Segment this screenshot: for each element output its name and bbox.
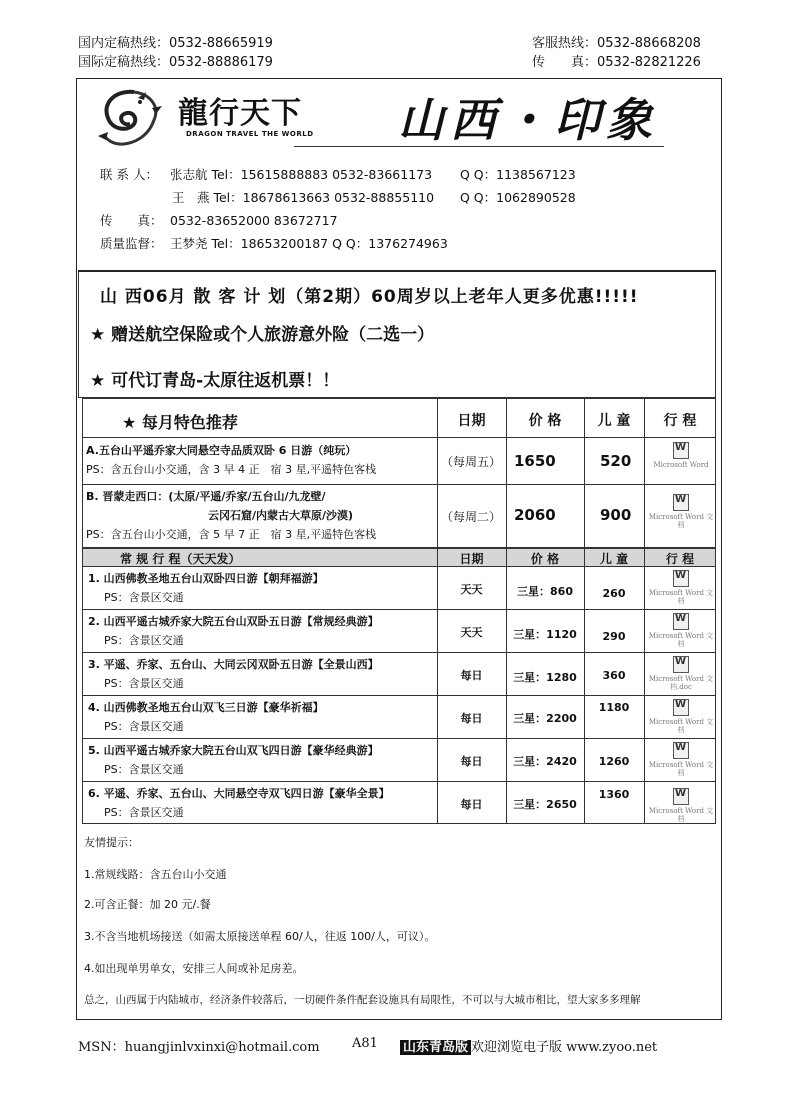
- word-doc-icon: [673, 613, 689, 630]
- word-doc-icon: [673, 788, 689, 805]
- regular-5-price: 三星：2420: [513, 755, 577, 768]
- featured-b-price: 2060: [514, 506, 556, 524]
- page-title: 山西・印象: [398, 93, 658, 147]
- promo-insurance: ★ 赠送航空保险或个人旅游意外险（二选一）: [90, 325, 435, 345]
- regular-4-title: 4. 山西佛教圣地五台山双飞三日游【豪华祈福】: [88, 701, 324, 714]
- regular-6-ps: PS：含景区交通: [104, 806, 184, 819]
- featured-a-date: （每周五）: [441, 455, 502, 469]
- regular-col-price: 价 格: [530, 552, 560, 566]
- contact-label: 联 系 人：: [100, 167, 158, 182]
- regular-3-doc[interactable]: W Microsoft Word 文档.doc: [648, 656, 714, 691]
- featured-b-doc[interactable]: W Microsoft Word 文档: [648, 494, 714, 529]
- tip-4: 4.如出现单男单女，安排三人间或补足房差。: [84, 962, 304, 975]
- regular-2-price: 三星：1120: [513, 628, 577, 641]
- featured-b-child: 900: [600, 506, 632, 524]
- regular-2-ps: PS：含景区交通: [104, 634, 184, 647]
- regular-4-ps: PS：含景区交通: [104, 720, 184, 733]
- regular-col-date: 日期: [459, 552, 484, 566]
- promo-airfare: ★ 可代订青岛-太原往返机票！！: [90, 371, 340, 391]
- featured-a-doc[interactable]: W Microsoft Word: [648, 442, 714, 469]
- tips-heading: 友情提示：: [84, 836, 139, 849]
- fax-label: 传 真：: [100, 213, 163, 228]
- brand-name: 龍行天下: [178, 96, 302, 131]
- contact-line-1: 张志航 Tel：15615888883 0532-83661173: [170, 167, 433, 182]
- regular-3-ps: PS：含景区交通: [104, 677, 184, 690]
- word-doc-icon: [673, 494, 689, 511]
- edition-badge: 山东青岛版: [400, 1040, 471, 1055]
- regular-4-doc[interactable]: W Microsoft Word 文档: [648, 699, 714, 734]
- featured-b-title: B. 晋蒙走西口：(太原/平遥/乔家/五台山/九龙壁/: [86, 490, 326, 503]
- regular-3-title: 3. 平遥、乔家、五台山、大同云冈双卧五日游【全景山西】: [88, 658, 379, 671]
- featured-a-title: A.五台山平遥乔家大同悬空寺品质双卧 6 日游（纯玩）: [86, 444, 357, 457]
- regular-3-child: 360: [602, 669, 626, 682]
- regular-5-date: 每日: [460, 755, 483, 768]
- dragon-icon: [94, 86, 174, 150]
- domestic-hotline: 国内定稿热线：0532-88665919: [78, 36, 273, 51]
- tip-3: 3.不含当地机场接送（如需太原接送单程 60/人，往返 100/人，可议）。: [84, 930, 436, 943]
- regular-6-date: 每日: [460, 798, 483, 811]
- regular-heading: 常 规 行 程（天天发）: [120, 552, 241, 566]
- word-doc-icon: [673, 742, 689, 759]
- featured-b-title-2: 云冈石窟/内蒙古大草原/沙漠): [208, 509, 354, 522]
- word-doc-icon: [673, 442, 689, 459]
- featured-b-ps: PS：含五台山小交通，含 5 早 7 正 宿 3 星,平遥特色客栈: [86, 528, 377, 541]
- regular-5-child: 1260: [598, 755, 630, 768]
- regular-1-doc[interactable]: W Microsoft Word 文档: [648, 570, 714, 605]
- page-number: A81: [352, 1036, 378, 1051]
- regular-1-ps: PS：含景区交通: [104, 591, 184, 604]
- word-doc-icon: [673, 570, 689, 587]
- featured-b-date: （每周二）: [441, 510, 502, 524]
- regular-1-date: 天天: [460, 583, 483, 596]
- footer-tagline: 欢迎浏览电子版 www.zyoo.net: [471, 1040, 658, 1055]
- regular-col-child: 儿 童: [599, 552, 629, 566]
- quality-contact: 王梦尧 Tel：18653200187 Q Q：1376274963: [170, 236, 448, 251]
- regular-6-price: 三星：2650: [513, 798, 577, 811]
- featured-col-itinerary: 行 程: [663, 413, 697, 429]
- brand-subtitle: DRAGON TRAVEL THE WORLD: [186, 130, 314, 138]
- regular-2-date: 天天: [460, 626, 483, 639]
- regular-5-title: 5. 山西平遥古城乔家大院五台山双飞四日游【豪华经典游】: [88, 744, 379, 757]
- international-hotline: 国际定稿热线：0532-88886179: [78, 55, 273, 70]
- featured-col-child: 儿 童: [597, 413, 631, 429]
- fax-numbers: 0532-83652000 83672717: [170, 213, 338, 228]
- regular-1-child: 260: [602, 587, 626, 600]
- regular-6-doc[interactable]: W Microsoft Word 文档: [648, 788, 714, 823]
- edition-line: [400, 1036, 657, 1055]
- regular-3-date: 每日: [460, 669, 483, 682]
- regular-4-price: 三星：2200: [513, 712, 577, 725]
- footer-msn: MSN：huangjinlvxinxi@hotmail.com: [78, 1040, 320, 1055]
- regular-2-title: 2. 山西平遥古城乔家大院五台山双卧五日游【常规经典游】: [88, 615, 379, 628]
- featured-a-ps: PS：含五台山小交通，含 3 早 4 正 宿 3 星,平遥特色客栈: [86, 463, 377, 476]
- tips-summary: 总之，山西属于内陆城市，经济条件较落后，一切硬件条件配套设施具有局限性，不可以与大城市相比，望大家多多理解: [84, 994, 641, 1006]
- featured-a-price: 1650: [514, 452, 556, 470]
- regular-2-child: 290: [602, 630, 626, 643]
- regular-4-child: 1180: [598, 701, 630, 714]
- service-hotline: 客服热线：0532-88668208: [532, 36, 701, 51]
- promo-headline: 山 西06月 散 客 计 划（第2期）60周岁以上老年人更多优惠!!!!!: [100, 287, 639, 307]
- regular-col-itinerary: 行 程: [665, 552, 695, 566]
- regular-6-title: 6. 平遥、乔家、五台山、大同悬空寺双飞四日游【豪华全景】: [88, 787, 390, 800]
- fax-hotline: 传 真：0532-82821226: [532, 55, 701, 70]
- regular-5-ps: PS：含景区交通: [104, 763, 184, 776]
- featured-col-price: 价 格: [528, 413, 562, 429]
- featured-heading: ★ 每月特色推荐: [122, 413, 238, 432]
- tip-2: 2.可含正餐：加 20 元/.餐: [84, 898, 211, 911]
- contact-qq-1: Q Q：1138567123: [460, 167, 576, 182]
- contact-line-2: 王 燕 Tel：18678613663 0532-88855110: [172, 190, 435, 205]
- regular-2-doc[interactable]: W Microsoft Word 文档: [648, 613, 714, 648]
- regular-3-price: 三星：1280: [513, 671, 577, 684]
- regular-6-child: 1360: [598, 788, 630, 801]
- word-doc-icon: [673, 699, 689, 716]
- regular-1-title: 1. 山西佛教圣地五台山双卧四日游【朝拜福游】: [88, 572, 324, 585]
- word-doc-icon: [673, 656, 689, 673]
- regular-1-price: 三星：860: [517, 585, 573, 598]
- featured-a-child: 520: [600, 452, 632, 470]
- tip-1: 1.常规线路：含五台山小交通: [84, 868, 227, 881]
- regular-4-date: 每日: [460, 712, 483, 725]
- regular-5-doc[interactable]: W Microsoft Word 文档: [648, 742, 714, 777]
- quality-label: 质量监督：: [100, 236, 163, 251]
- featured-col-date: 日期: [457, 413, 486, 429]
- contact-qq-2: Q Q：1062890528: [460, 190, 576, 205]
